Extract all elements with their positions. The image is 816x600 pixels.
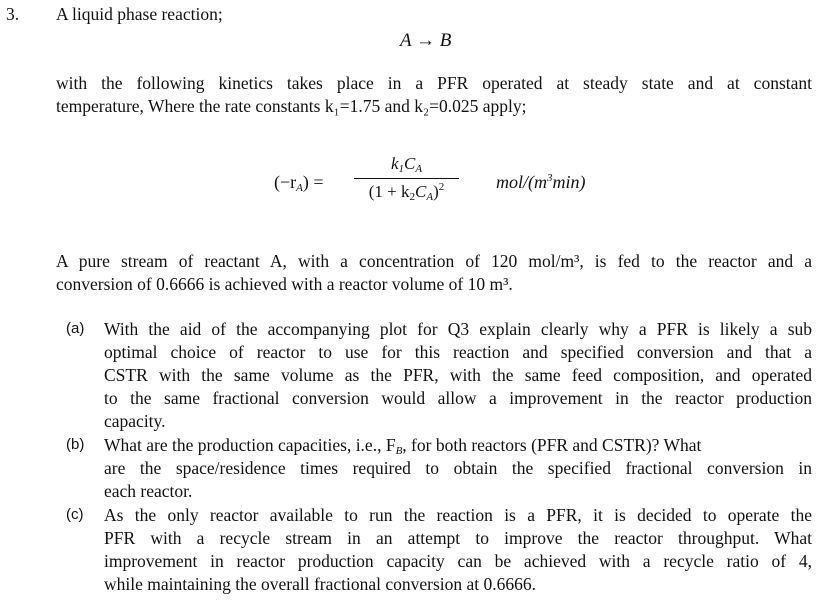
- part-a-line: optimal choice of reactor to use for this reaction and specified conversion and that a: [104, 342, 812, 362]
- part-c-line: improvement in reactor production capacity can be achieved with a recycle ratio of 4,: [104, 551, 812, 571]
- question-number: 3.: [6, 4, 20, 24]
- part-c-line: while maintaining the overall fractional conversion at 0.6666.: [104, 574, 537, 594]
- part-a-line: With the aid of the accompanying plot for Q3 explain clearly why a PFR is likely a sub: [104, 319, 812, 339]
- kinetics-line-1: with the following kinetics takes place in a PFR operated at steady state and at constant: [56, 73, 812, 93]
- part-c-line: As the only reactor available to run the reaction is a PFR, it is decided to operate the: [104, 505, 812, 525]
- part-a-line: capacity.: [104, 411, 166, 431]
- fraction-bar: [354, 178, 459, 179]
- feed-line-2: conversion of 0.6666 is achieved with a reactor volume of 10 m³.: [56, 274, 513, 294]
- part-a-label: (a): [66, 320, 85, 337]
- feed-line-1: A pure stream of reactant A, with a concentration of 120 mol/m³, is fed to the reactor and a: [56, 251, 812, 271]
- part-c-label: (c): [66, 506, 84, 523]
- question-intro: A liquid phase reaction;: [56, 4, 223, 24]
- rate-equation-denominator: $(1 + k_2C_A)^2$: [368, 181, 445, 203]
- rate-equation-numerator: $k_1C_A$: [390, 154, 423, 175]
- rate-units: mol/$(m^3\min)$: [496, 172, 586, 192]
- part-b-label: (b): [66, 436, 85, 453]
- part-b-line: are the space/residence times required to obtain the specified fractional conversion in: [104, 458, 812, 478]
- part-c-line: PFR with a recycle stream in an attempt to improve the reactor throughput. What: [104, 528, 812, 548]
- part-a-line: CSTR with the same volume as the PFR, with the same feed composition, and operated: [104, 365, 812, 385]
- reaction-equation: A → B: [400, 30, 452, 51]
- rate-equation-lhs: $(-r_A)$ =: [274, 172, 324, 194]
- kinetics-line-2: temperature, Where the rate constants k₁=1.75 and k₂=0.025 apply;: [56, 96, 527, 116]
- part-b-line: each reactor.: [104, 481, 193, 501]
- part-a-line: to the same fractional conversion would allow a improvement in the reactor production: [104, 388, 812, 408]
- rate-equation-fraction: [354, 154, 459, 203]
- part-b-line: What are the production capacities, i.e., $F_B$, for both reactors (PFR and CSTR)? What: [104, 435, 702, 457]
